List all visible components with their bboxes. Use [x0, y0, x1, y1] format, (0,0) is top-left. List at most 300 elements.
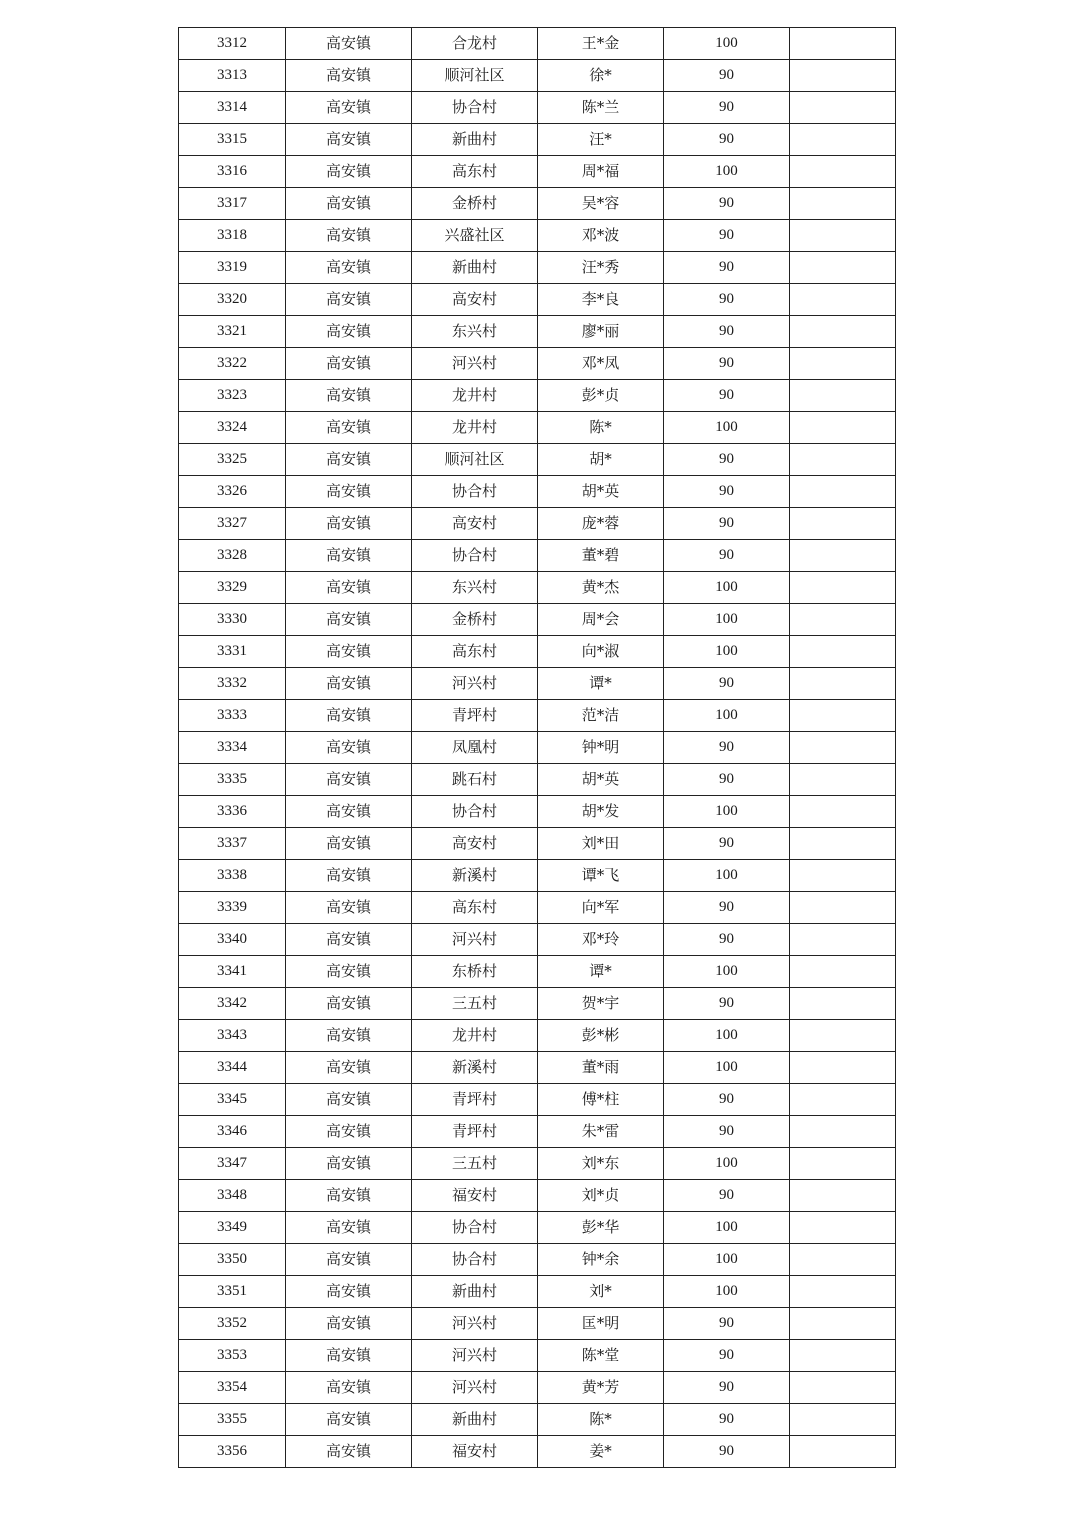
serial-number-cell: 3337: [179, 828, 286, 860]
serial-number-cell: 3349: [179, 1212, 286, 1244]
village-cell: 新溪村: [412, 1052, 538, 1084]
table-row: [179, 860, 896, 892]
amount-cell: 90: [664, 892, 790, 924]
table-row: [179, 348, 896, 380]
table-row: [179, 892, 896, 924]
village-cell: 高东村: [412, 892, 538, 924]
amount-cell: 90: [664, 220, 790, 252]
serial-number-cell: 3313: [179, 60, 286, 92]
person-name-cell: 黄*杰: [538, 572, 664, 604]
serial-number-cell: 3336: [179, 796, 286, 828]
serial-number-cell: 3346: [179, 1116, 286, 1148]
village-cell: 凤凰村: [412, 732, 538, 764]
person-name-cell: 钟*余: [538, 1244, 664, 1276]
amount-cell: 100: [664, 700, 790, 732]
note-cell: [790, 476, 896, 508]
note-cell: [790, 668, 896, 700]
village-cell: 青坪村: [412, 700, 538, 732]
table-row: [179, 956, 896, 988]
serial-number-cell: 3322: [179, 348, 286, 380]
amount-cell: 90: [664, 124, 790, 156]
village-cell: 青坪村: [412, 1084, 538, 1116]
person-name-cell: 周*会: [538, 604, 664, 636]
note-cell: [790, 284, 896, 316]
serial-number-cell: 3319: [179, 252, 286, 284]
town-cell: 高安镇: [286, 316, 412, 348]
person-name-cell: 汪*: [538, 124, 664, 156]
village-cell: 龙井村: [412, 1020, 538, 1052]
person-name-cell: 匡*明: [538, 1308, 664, 1340]
amount-cell: 100: [664, 1244, 790, 1276]
serial-number-cell: 3320: [179, 284, 286, 316]
table-row: [179, 1116, 896, 1148]
town-cell: 高安镇: [286, 1212, 412, 1244]
amount-cell: 100: [664, 572, 790, 604]
town-cell: 高安镇: [286, 508, 412, 540]
table-row: [179, 1180, 896, 1212]
person-name-cell: 刘*田: [538, 828, 664, 860]
note-cell: [790, 636, 896, 668]
town-cell: 高安镇: [286, 1308, 412, 1340]
serial-number-cell: 3330: [179, 604, 286, 636]
serial-number-cell: 3356: [179, 1436, 286, 1468]
village-cell: 龙井村: [412, 380, 538, 412]
amount-cell: 90: [664, 188, 790, 220]
note-cell: [790, 220, 896, 252]
table-row: [179, 924, 896, 956]
note-cell: [790, 1116, 896, 1148]
village-cell: 合龙村: [412, 28, 538, 60]
person-name-cell: 胡*: [538, 444, 664, 476]
person-name-cell: 胡*英: [538, 764, 664, 796]
note-cell: [790, 60, 896, 92]
person-name-cell: 彭*贞: [538, 380, 664, 412]
table-body: [179, 28, 896, 1468]
village-cell: 金桥村: [412, 604, 538, 636]
note-cell: [790, 1084, 896, 1116]
table-row: [179, 252, 896, 284]
note-cell: [790, 540, 896, 572]
village-cell: 顺河社区: [412, 444, 538, 476]
note-cell: [790, 892, 896, 924]
village-cell: 河兴村: [412, 1308, 538, 1340]
serial-number-cell: 3343: [179, 1020, 286, 1052]
table-row: [179, 1308, 896, 1340]
town-cell: 高安镇: [286, 412, 412, 444]
note-cell: [790, 1404, 896, 1436]
amount-cell: 90: [664, 668, 790, 700]
village-cell: 河兴村: [412, 668, 538, 700]
serial-number-cell: 3345: [179, 1084, 286, 1116]
note-cell: [790, 1340, 896, 1372]
note-cell: [790, 988, 896, 1020]
serial-number-cell: 3348: [179, 1180, 286, 1212]
village-cell: 福安村: [412, 1436, 538, 1468]
person-name-cell: 李*良: [538, 284, 664, 316]
serial-number-cell: 3314: [179, 92, 286, 124]
town-cell: 高安镇: [286, 1340, 412, 1372]
person-name-cell: 邓*玲: [538, 924, 664, 956]
note-cell: [790, 348, 896, 380]
table-row: [179, 796, 896, 828]
village-cell: 河兴村: [412, 924, 538, 956]
person-name-cell: 向*淑: [538, 636, 664, 668]
person-name-cell: 胡*发: [538, 796, 664, 828]
amount-cell: 100: [664, 1052, 790, 1084]
village-cell: 河兴村: [412, 1340, 538, 1372]
serial-number-cell: 3338: [179, 860, 286, 892]
person-name-cell: 刘*贞: [538, 1180, 664, 1212]
person-name-cell: 刘*东: [538, 1148, 664, 1180]
note-cell: [790, 188, 896, 220]
serial-number-cell: 3340: [179, 924, 286, 956]
table-row: [179, 1052, 896, 1084]
town-cell: 高安镇: [286, 956, 412, 988]
table-row: [179, 380, 896, 412]
village-cell: 协合村: [412, 1212, 538, 1244]
town-cell: 高安镇: [286, 28, 412, 60]
table-row: [179, 284, 896, 316]
amount-cell: 90: [664, 1340, 790, 1372]
village-cell: 高安村: [412, 284, 538, 316]
person-name-cell: 庞*蓉: [538, 508, 664, 540]
town-cell: 高安镇: [286, 700, 412, 732]
town-cell: 高安镇: [286, 92, 412, 124]
amount-cell: 100: [664, 796, 790, 828]
table-row: [179, 764, 896, 796]
town-cell: 高安镇: [286, 348, 412, 380]
village-cell: 协合村: [412, 796, 538, 828]
table-row: [179, 1212, 896, 1244]
table-row: [179, 988, 896, 1020]
person-name-cell: 廖*丽: [538, 316, 664, 348]
person-name-cell: 谭*: [538, 956, 664, 988]
amount-cell: 100: [664, 956, 790, 988]
person-name-cell: 陈*兰: [538, 92, 664, 124]
note-cell: [790, 1372, 896, 1404]
town-cell: 高安镇: [286, 668, 412, 700]
person-name-cell: 汪*秀: [538, 252, 664, 284]
village-cell: 协合村: [412, 476, 538, 508]
serial-number-cell: 3323: [179, 380, 286, 412]
person-name-cell: 姜*: [538, 1436, 664, 1468]
serial-number-cell: 3324: [179, 412, 286, 444]
village-cell: 河兴村: [412, 348, 538, 380]
serial-number-cell: 3352: [179, 1308, 286, 1340]
amount-cell: 90: [664, 828, 790, 860]
town-cell: 高安镇: [286, 1404, 412, 1436]
person-name-cell: 胡*英: [538, 476, 664, 508]
village-cell: 东桥村: [412, 956, 538, 988]
person-name-cell: 董*雨: [538, 1052, 664, 1084]
town-cell: 高安镇: [286, 828, 412, 860]
person-name-cell: 陈*: [538, 412, 664, 444]
amount-cell: 90: [664, 92, 790, 124]
table-row: [179, 700, 896, 732]
table-row: [179, 220, 896, 252]
note-cell: [790, 956, 896, 988]
table-row: [179, 668, 896, 700]
note-cell: [790, 508, 896, 540]
town-cell: 高安镇: [286, 732, 412, 764]
table-row: [179, 92, 896, 124]
village-cell: 新曲村: [412, 252, 538, 284]
person-name-cell: 徐*: [538, 60, 664, 92]
serial-number-cell: 3312: [179, 28, 286, 60]
table-row: [179, 572, 896, 604]
table-row: [179, 60, 896, 92]
amount-cell: 90: [664, 1436, 790, 1468]
serial-number-cell: 3326: [179, 476, 286, 508]
note-cell: [790, 924, 896, 956]
table-row: [179, 476, 896, 508]
serial-number-cell: 3350: [179, 1244, 286, 1276]
person-name-cell: 刘*: [538, 1276, 664, 1308]
serial-number-cell: 3355: [179, 1404, 286, 1436]
amount-cell: 90: [664, 1308, 790, 1340]
serial-number-cell: 3347: [179, 1148, 286, 1180]
note-cell: [790, 1148, 896, 1180]
town-cell: 高安镇: [286, 1276, 412, 1308]
person-name-cell: 王*金: [538, 28, 664, 60]
person-name-cell: 周*福: [538, 156, 664, 188]
note-cell: [790, 828, 896, 860]
village-cell: 青坪村: [412, 1116, 538, 1148]
village-cell: 新曲村: [412, 1404, 538, 1436]
town-cell: 高安镇: [286, 988, 412, 1020]
table-row: [179, 1148, 896, 1180]
note-cell: [790, 732, 896, 764]
amount-cell: 100: [664, 1020, 790, 1052]
amount-cell: 90: [664, 1180, 790, 1212]
table-row: [179, 508, 896, 540]
table-row: [179, 124, 896, 156]
town-cell: 高安镇: [286, 764, 412, 796]
person-name-cell: 陈*: [538, 1404, 664, 1436]
amount-cell: 100: [664, 1276, 790, 1308]
serial-number-cell: 3354: [179, 1372, 286, 1404]
village-cell: 东兴村: [412, 572, 538, 604]
person-name-cell: 陈*堂: [538, 1340, 664, 1372]
table-row: [179, 1276, 896, 1308]
table-row: [179, 1372, 896, 1404]
table-row: [179, 1244, 896, 1276]
serial-number-cell: 3333: [179, 700, 286, 732]
amount-cell: 90: [664, 1116, 790, 1148]
note-cell: [790, 764, 896, 796]
note-cell: [790, 796, 896, 828]
town-cell: 高安镇: [286, 1052, 412, 1084]
serial-number-cell: 3334: [179, 732, 286, 764]
town-cell: 高安镇: [286, 1148, 412, 1180]
amount-cell: 100: [664, 412, 790, 444]
person-name-cell: 钟*明: [538, 732, 664, 764]
serial-number-cell: 3344: [179, 1052, 286, 1084]
amount-cell: 100: [664, 636, 790, 668]
amount-cell: 90: [664, 1084, 790, 1116]
town-cell: 高安镇: [286, 444, 412, 476]
note-cell: [790, 1244, 896, 1276]
note-cell: [790, 92, 896, 124]
note-cell: [790, 1212, 896, 1244]
table-row: [179, 1084, 896, 1116]
village-cell: 龙井村: [412, 412, 538, 444]
village-cell: 高安村: [412, 828, 538, 860]
table-row: [179, 444, 896, 476]
town-cell: 高安镇: [286, 1020, 412, 1052]
table-row: [179, 604, 896, 636]
town-cell: 高安镇: [286, 604, 412, 636]
serial-number-cell: 3327: [179, 508, 286, 540]
village-cell: 跳石村: [412, 764, 538, 796]
amount-cell: 90: [664, 348, 790, 380]
subsidy-list-table: [178, 27, 896, 1468]
town-cell: 高安镇: [286, 188, 412, 220]
note-cell: [790, 1276, 896, 1308]
table-row: [179, 1340, 896, 1372]
serial-number-cell: 3335: [179, 764, 286, 796]
note-cell: [790, 1020, 896, 1052]
serial-number-cell: 3332: [179, 668, 286, 700]
village-cell: 河兴村: [412, 1372, 538, 1404]
town-cell: 高安镇: [286, 572, 412, 604]
note-cell: [790, 700, 896, 732]
person-name-cell: 黄*芳: [538, 1372, 664, 1404]
amount-cell: 90: [664, 540, 790, 572]
note-cell: [790, 604, 896, 636]
village-cell: 福安村: [412, 1180, 538, 1212]
table-row: [179, 412, 896, 444]
village-cell: 三五村: [412, 988, 538, 1020]
person-name-cell: 邓*波: [538, 220, 664, 252]
town-cell: 高安镇: [286, 1436, 412, 1468]
note-cell: [790, 124, 896, 156]
serial-number-cell: 3328: [179, 540, 286, 572]
amount-cell: 90: [664, 476, 790, 508]
town-cell: 高安镇: [286, 60, 412, 92]
town-cell: 高安镇: [286, 892, 412, 924]
note-cell: [790, 316, 896, 348]
village-cell: 顺河社区: [412, 60, 538, 92]
amount-cell: 100: [664, 156, 790, 188]
town-cell: 高安镇: [286, 924, 412, 956]
note-cell: [790, 252, 896, 284]
town-cell: 高安镇: [286, 860, 412, 892]
person-name-cell: 彭*彬: [538, 1020, 664, 1052]
amount-cell: 100: [664, 1148, 790, 1180]
town-cell: 高安镇: [286, 796, 412, 828]
person-name-cell: 董*碧: [538, 540, 664, 572]
serial-number-cell: 3318: [179, 220, 286, 252]
town-cell: 高安镇: [286, 476, 412, 508]
table-row: [179, 28, 896, 60]
table-row: [179, 156, 896, 188]
person-name-cell: 彭*华: [538, 1212, 664, 1244]
serial-number-cell: 3331: [179, 636, 286, 668]
village-cell: 高安村: [412, 508, 538, 540]
amount-cell: 90: [664, 924, 790, 956]
table-row: [179, 188, 896, 220]
town-cell: 高安镇: [286, 1372, 412, 1404]
table-row: [179, 828, 896, 860]
amount-cell: 90: [664, 60, 790, 92]
table-row: [179, 1404, 896, 1436]
town-cell: 高安镇: [286, 124, 412, 156]
person-name-cell: 傅*柱: [538, 1084, 664, 1116]
note-cell: [790, 572, 896, 604]
town-cell: 高安镇: [286, 540, 412, 572]
village-cell: 协合村: [412, 92, 538, 124]
person-name-cell: 邓*凤: [538, 348, 664, 380]
person-name-cell: 谭*飞: [538, 860, 664, 892]
amount-cell: 90: [664, 1372, 790, 1404]
person-name-cell: 贺*宇: [538, 988, 664, 1020]
note-cell: [790, 156, 896, 188]
town-cell: 高安镇: [286, 284, 412, 316]
village-cell: 东兴村: [412, 316, 538, 348]
note-cell: [790, 444, 896, 476]
town-cell: 高安镇: [286, 1180, 412, 1212]
town-cell: 高安镇: [286, 1116, 412, 1148]
village-cell: 高东村: [412, 636, 538, 668]
table-row: [179, 316, 896, 348]
village-cell: 金桥村: [412, 188, 538, 220]
note-cell: [790, 1308, 896, 1340]
serial-number-cell: 3317: [179, 188, 286, 220]
serial-number-cell: 3329: [179, 572, 286, 604]
town-cell: 高安镇: [286, 252, 412, 284]
person-name-cell: 向*军: [538, 892, 664, 924]
serial-number-cell: 3341: [179, 956, 286, 988]
serial-number-cell: 3353: [179, 1340, 286, 1372]
town-cell: 高安镇: [286, 636, 412, 668]
amount-cell: 100: [664, 28, 790, 60]
table-row: [179, 540, 896, 572]
note-cell: [790, 380, 896, 412]
note-cell: [790, 1052, 896, 1084]
serial-number-cell: 3325: [179, 444, 286, 476]
table-row: [179, 1436, 896, 1468]
person-name-cell: 朱*雷: [538, 1116, 664, 1148]
amount-cell: 90: [664, 508, 790, 540]
village-cell: 协合村: [412, 1244, 538, 1276]
amount-cell: 100: [664, 1212, 790, 1244]
table-row: [179, 732, 896, 764]
amount-cell: 90: [664, 316, 790, 348]
village-cell: 新溪村: [412, 860, 538, 892]
village-cell: 兴盛社区: [412, 220, 538, 252]
amount-cell: 90: [664, 732, 790, 764]
note-cell: [790, 1436, 896, 1468]
serial-number-cell: 3351: [179, 1276, 286, 1308]
village-cell: 新曲村: [412, 1276, 538, 1308]
table-row: [179, 636, 896, 668]
table-row: [179, 1020, 896, 1052]
serial-number-cell: 3316: [179, 156, 286, 188]
note-cell: [790, 412, 896, 444]
note-cell: [790, 860, 896, 892]
amount-cell: 90: [664, 988, 790, 1020]
serial-number-cell: 3321: [179, 316, 286, 348]
town-cell: 高安镇: [286, 1244, 412, 1276]
amount-cell: 100: [664, 604, 790, 636]
amount-cell: 90: [664, 284, 790, 316]
village-cell: 三五村: [412, 1148, 538, 1180]
amount-cell: 90: [664, 252, 790, 284]
amount-cell: 100: [664, 860, 790, 892]
town-cell: 高安镇: [286, 156, 412, 188]
amount-cell: 90: [664, 1404, 790, 1436]
